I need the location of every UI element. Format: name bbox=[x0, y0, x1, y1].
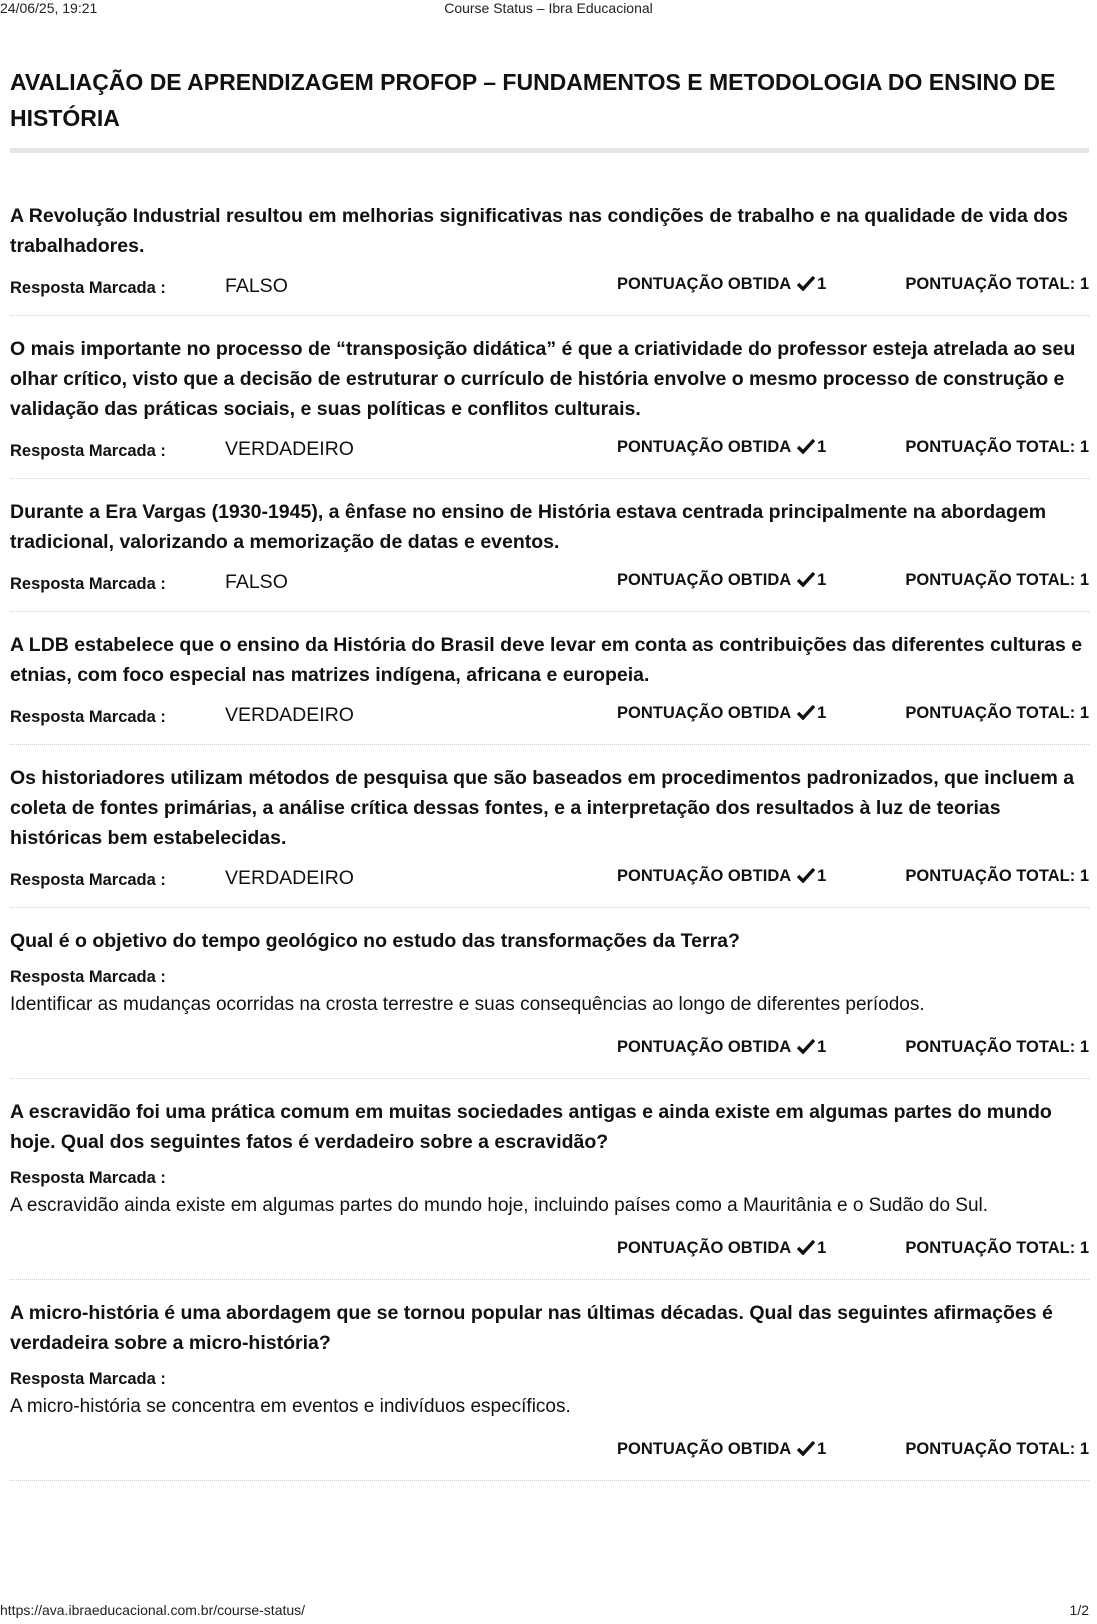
question-item bbox=[10, 497, 1089, 612]
question-text: A LDB estabelece que o ensino da História do Brasil deve levar em conta as contribuições das diferentes culturas e etnias, com foco especial nas matrizes indígena, africana e europeia. bbox=[10, 634, 1083, 686]
score-obtained bbox=[617, 1440, 826, 1459]
answer-label: Resposta Marcada : bbox=[10, 1370, 166, 1388]
score-obtained-value: 1 bbox=[817, 1440, 827, 1458]
question-text: A escravidão foi uma prática comum em muitas sociedades antigas e ainda existe em algumas partes do mundo hoje. Qual dos seguintes fatos é verdadeiro sobre a escravidão? bbox=[10, 1101, 1052, 1153]
score-total: PONTUAÇÃO TOTAL: 1 bbox=[905, 704, 1089, 722]
question-text: A micro-história é uma abordagem que se tornou popular nas últimas décadas. Qual das seguintes afirmações é verdadeira sobre a micro-história? bbox=[10, 1302, 1053, 1354]
score-obtained bbox=[617, 1239, 826, 1258]
score-total: PONTUAÇÃO TOTAL: 1 bbox=[905, 867, 1089, 885]
answer-value: VERDADEIRO bbox=[225, 438, 354, 460]
answer-row bbox=[10, 863, 1089, 893]
print-url: https://ava.ibraeducacional.com.br/course-status/ bbox=[0, 1602, 306, 1618]
score-row bbox=[10, 1235, 1089, 1265]
answer-value: Identificar as mudanças ocorridas na crosta terrestre e suas consequências ao longo de diferentes períodos. bbox=[10, 994, 925, 1015]
score-obtained bbox=[617, 438, 826, 457]
answer-label: Resposta Marcada : bbox=[10, 871, 166, 889]
question-text: O mais importante no processo de “transposição didática” é que a criatividade do professor esteja atrelada ao seu olhar crítico, visto que a decisão de estruturar o currículo de história envolve o mesmo processo de construção e validação das práticas sociais, e suas políticas e conflitos culturais. bbox=[10, 338, 1076, 420]
score-total: PONTUAÇÃO TOTAL: 1 bbox=[905, 1239, 1089, 1257]
question-divider bbox=[10, 478, 1089, 479]
score-obtained-label: PONTUAÇÃO OBTIDA bbox=[617, 1239, 791, 1257]
question-text: A Revolução Industrial resultou em melhorias significativas nas condições de trabalho e na qualidade de vida dos trabalhadores. bbox=[10, 205, 1068, 257]
score-total: PONTUAÇÃO TOTAL: 1 bbox=[905, 275, 1089, 293]
question-item bbox=[10, 334, 1089, 479]
score-obtained-label: PONTUAÇÃO OBTIDA bbox=[617, 704, 791, 722]
score-row bbox=[10, 1034, 1089, 1064]
question-divider bbox=[10, 1480, 1089, 1481]
answer-row bbox=[10, 434, 1089, 464]
print-title: Course Status – Ibra Educacional bbox=[444, 0, 653, 16]
print-header bbox=[0, 0, 1097, 20]
score-obtained-label: PONTUAÇÃO OBTIDA bbox=[617, 571, 791, 589]
question-divider bbox=[10, 1078, 1089, 1079]
question-item bbox=[10, 201, 1089, 316]
answer-label: Resposta Marcada : bbox=[10, 968, 166, 986]
answer-value: VERDADEIRO bbox=[225, 867, 354, 889]
question-divider bbox=[10, 611, 1089, 612]
question-text: Qual é o objetivo do tempo geológico no estudo das transformações da Terra? bbox=[10, 930, 740, 952]
question-item bbox=[10, 1298, 1089, 1481]
check-icon bbox=[797, 276, 815, 291]
check-icon bbox=[797, 1441, 815, 1456]
score-obtained-label: PONTUAÇÃO OBTIDA bbox=[617, 867, 791, 885]
answer-label: Resposta Marcada : bbox=[10, 575, 166, 593]
score-obtained-label: PONTUAÇÃO OBTIDA bbox=[617, 1440, 791, 1458]
question-text: Os historiadores utilizam métodos de pesquisa que são baseados em procedimentos padronizados, que incluem a coleta de fontes primárias, a análise crítica dessas fontes, e a interpretação dos resultados à luz de teorias históricas bem estabelecidas. bbox=[10, 767, 1075, 849]
question-text: Durante a Era Vargas (1930-1945), a ênfase no ensino de História estava centrada principalmente na abordagem tradicional, valorizando a memorização de datas e eventos. bbox=[10, 501, 1047, 553]
score-obtained-value: 1 bbox=[817, 1239, 827, 1257]
score-obtained-value: 1 bbox=[817, 704, 827, 722]
check-icon bbox=[797, 439, 815, 454]
question-divider bbox=[10, 907, 1089, 908]
answer-row bbox=[10, 700, 1089, 730]
answer-value: FALSO bbox=[225, 571, 288, 593]
answer-label: Resposta Marcada : bbox=[10, 279, 166, 297]
question-divider bbox=[10, 315, 1089, 316]
score-total: PONTUAÇÃO TOTAL: 1 bbox=[905, 438, 1089, 456]
score-obtained-value: 1 bbox=[817, 438, 827, 456]
question-item bbox=[10, 763, 1089, 908]
answer-row bbox=[10, 271, 1089, 301]
score-total: PONTUAÇÃO TOTAL: 1 bbox=[905, 1038, 1089, 1056]
score-obtained-value: 1 bbox=[817, 275, 827, 293]
score-obtained-label: PONTUAÇÃO OBTIDA bbox=[617, 438, 791, 456]
check-icon bbox=[797, 1240, 815, 1255]
answer-label: Resposta Marcada : bbox=[10, 442, 166, 460]
score-total: PONTUAÇÃO TOTAL: 1 bbox=[905, 1440, 1089, 1458]
score-obtained-value: 1 bbox=[817, 1038, 827, 1056]
check-icon bbox=[797, 705, 815, 720]
answer-value: VERDADEIRO bbox=[225, 704, 354, 726]
question-divider bbox=[10, 1279, 1089, 1280]
score-obtained-label: PONTUAÇÃO OBTIDA bbox=[617, 275, 791, 293]
score-obtained bbox=[617, 571, 826, 590]
answer-value: FALSO bbox=[225, 275, 288, 297]
score-row bbox=[10, 1436, 1089, 1466]
print-footer bbox=[0, 1602, 1097, 1620]
check-icon bbox=[797, 1039, 815, 1054]
score-obtained-label: PONTUAÇÃO OBTIDA bbox=[617, 1038, 791, 1056]
score-total: PONTUAÇÃO TOTAL: 1 bbox=[905, 571, 1089, 589]
answer-value: A escravidão ainda existe em algumas partes do mundo hoje, incluindo países como a Mauritânia e o Sudão do Sul. bbox=[10, 1195, 989, 1216]
score-obtained bbox=[617, 275, 826, 294]
question-item bbox=[10, 926, 1089, 1079]
answer-value: A micro-história se concentra em eventos e indivíduos específicos. bbox=[10, 1396, 571, 1417]
answer-label: Resposta Marcada : bbox=[10, 1169, 166, 1187]
score-obtained bbox=[617, 704, 826, 723]
main-content bbox=[10, 64, 1089, 1499]
page-number: 1/2 bbox=[1069, 1602, 1089, 1618]
score-obtained bbox=[617, 1038, 826, 1057]
score-obtained-value: 1 bbox=[817, 571, 827, 589]
check-icon bbox=[797, 868, 815, 883]
score-obtained bbox=[617, 867, 826, 886]
answer-row bbox=[10, 567, 1089, 597]
check-icon bbox=[797, 572, 815, 587]
print-date: 24/06/25, 19:21 bbox=[0, 0, 98, 16]
page-title: AVALIAÇÃO DE APRENDIZAGEM PROFOP – FUNDAMENTOS E METODOLOGIA DO ENSINO DE HISTÓRIA bbox=[10, 69, 1056, 131]
score-obtained-value: 1 bbox=[817, 867, 827, 885]
question-divider bbox=[10, 744, 1089, 745]
question-item bbox=[10, 1097, 1089, 1280]
question-item bbox=[10, 630, 1089, 745]
answer-label: Resposta Marcada : bbox=[10, 708, 166, 726]
